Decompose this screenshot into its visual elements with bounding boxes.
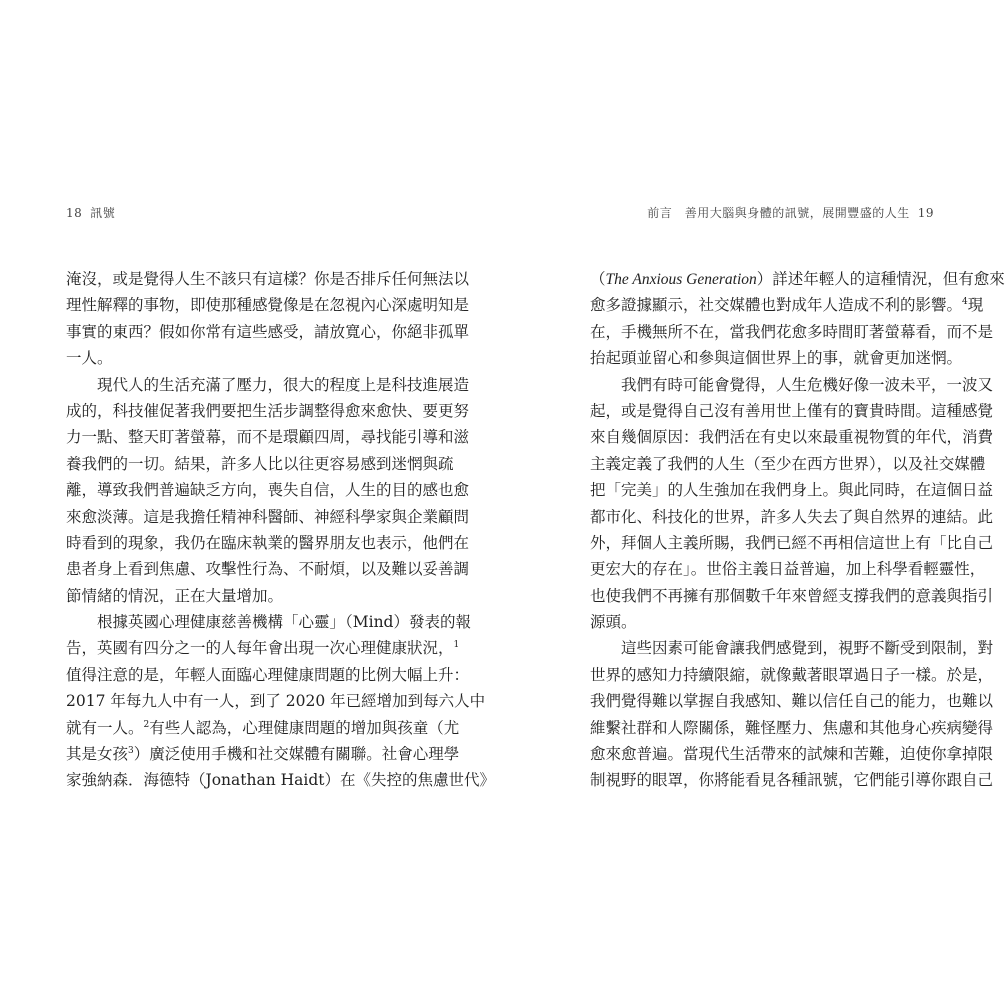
text-segment: The Anxious Generation — [605, 271, 757, 288]
text-segment: 來愈淡薄。這是我擔任精神科醫師、神經科學家與企業顧問 — [66, 507, 470, 526]
text-line — [66, 266, 470, 292]
text-line — [66, 424, 470, 450]
text-segment: 其是女孩 — [66, 745, 129, 764]
text-line — [590, 372, 994, 398]
text-line — [66, 635, 460, 661]
right-body-text — [590, 266, 1005, 794]
text-segment: 離，導致我們普遍缺乏方向，喪失自信，人生的目的感也愈 — [66, 481, 470, 500]
text-line — [66, 741, 460, 767]
text-line — [590, 609, 956, 635]
text-segment: 2017 年每九人中有一人，到了 2020 年已經增加到每六人中 — [66, 692, 486, 711]
text-line — [590, 477, 994, 503]
text-segment: 來自幾個原因：我們活在有史以來最重視物質的年代，消費 — [590, 428, 994, 447]
text-line — [66, 583, 440, 609]
text-line — [590, 451, 986, 477]
left-body-text — [66, 266, 495, 794]
text-segment: 主義定義了我們的人生（至少在西方世界），以及社交媒體 — [590, 454, 986, 473]
text-line — [66, 504, 470, 530]
text-line — [590, 688, 994, 714]
text-segment: 源頭。 — [590, 613, 637, 632]
text-segment: 在，手機無所不在，當我們花愈多時間盯著螢幕看，而不是 — [590, 322, 994, 341]
text-segment: 淹沒，或是覺得人生不該只有這樣？你是否排斥任何無法以 — [66, 270, 470, 288]
text-segment: 患者身上看到焦慮、攻擊性行為、不耐煩，以及難以妥善調 — [66, 560, 470, 579]
text-line — [590, 530, 994, 556]
text-line — [66, 372, 470, 398]
text-segment: 成的，科技催促著我們要把生活步調整得愈來愈快、要更努 — [66, 401, 470, 420]
text-segment: 節情緒的情況，正在大量增加。 — [66, 586, 284, 605]
text-segment: 愈來愈普遍。當現代生活帶來的試煉和苦難，迫使你拿掉限 — [590, 745, 994, 764]
text-line — [66, 398, 470, 424]
right-page-number: 19 — [917, 206, 934, 220]
text-segment: 起，或是覺得自己沒有善用世上僅有的寶貴時間。這種感覺 — [590, 401, 994, 420]
text-segment: 家強納森．海德特（Jonathan Haidt）在《失控的焦慮世代》 — [66, 771, 495, 790]
text-segment: 抬起頭並留心和參與這個世界上的事，就會更加迷惘。 — [590, 349, 963, 368]
text-line — [590, 767, 994, 793]
text-segment: 事實的東西？假如你常有這些感受，請放寬心，你絕非孤單 — [66, 322, 470, 341]
text-segment: 力一點、整天盯著螢幕，而不是環顧四周，尋找能引導和滋 — [66, 428, 470, 447]
text-line — [66, 715, 460, 741]
text-segment: 告，英國有四分之一的人每年會出現一次心理健康狀況， — [66, 639, 454, 658]
text-segment: 現 — [967, 296, 984, 315]
text-segment: 現代人的生活充滿了壓力，很大的程度上是科技進展造 — [97, 375, 470, 394]
text-segment: 值得注意的是，年輕人面臨心理健康問題的比例大幅上升： — [66, 665, 470, 684]
text-segment: 我們有時可能會覺得，人生危機好像一波未平，一波又 — [621, 375, 994, 394]
text-segment: 養我們的一切。結果，許多人比以往更容易感到迷惘與疏 — [66, 454, 454, 473]
text-line — [66, 556, 470, 582]
text-line — [66, 688, 486, 714]
text-segment: 我們覺得難以掌握自我感知、難以信任自己的能力，也難以 — [590, 692, 994, 711]
text-line — [66, 451, 454, 477]
text-segment: 一人。 — [66, 349, 113, 368]
left-page — [0, 0, 500, 1000]
text-line — [590, 292, 984, 318]
text-line — [66, 662, 470, 688]
text-line — [590, 715, 994, 741]
text-line — [590, 583, 994, 609]
text-segment: 更宏大的存在」。世俗主義日益普遍，加上科學看輕靈性， — [590, 560, 986, 579]
footnote-marker[interactable]: 4 — [962, 297, 968, 308]
text-line — [590, 319, 994, 345]
text-segment: 都市化、科技化的世界，許多人失去了與自然界的連結。此 — [590, 507, 994, 526]
text-line — [590, 662, 994, 688]
footnote-marker[interactable]: 2 — [143, 719, 150, 730]
left-page-number: 18 — [66, 206, 83, 220]
text-line — [590, 398, 994, 424]
text-line — [590, 424, 994, 450]
right-running-header — [647, 204, 934, 221]
text-line — [66, 292, 470, 318]
text-line — [66, 767, 495, 793]
text-line — [590, 345, 963, 371]
text-line — [66, 609, 471, 635]
text-segment: 愈多證據顯示，社交媒體也對成年人造成不利的影響。 — [590, 296, 963, 315]
text-line — [590, 266, 1005, 292]
text-segment: ）廣泛使用手機和社交媒體有關聯。社會心理學 — [133, 745, 460, 764]
text-line — [590, 741, 994, 767]
text-segment: 世界的感知力持續限縮，就像戴著眼罩過日子一樣。於是， — [590, 665, 994, 684]
text-segment: 這些因素可能會讓我們感覺到，視野不斷受到限制，對 — [621, 639, 994, 658]
text-segment: 把「完美」的人生強加在我們身上。與此同時，在這個日益 — [590, 481, 994, 500]
text-segment: 外，拜個人主義所賜，我們已經不再相信這世上有「比自己 — [590, 533, 994, 552]
text-segment: 根據英國心理健康慈善機構「心靈」（Mind）發表的報 — [97, 613, 471, 632]
text-line — [66, 477, 470, 503]
footnote-marker[interactable]: 3 — [128, 745, 134, 756]
left-header-title: 訊號 — [90, 206, 116, 220]
text-line — [66, 345, 440, 371]
text-line — [590, 635, 994, 661]
text-segment: 時看到的現象，我仍在臨床執業的醫界朋友也表示，他們在 — [66, 533, 470, 552]
text-segment: 就有一人。 — [66, 718, 144, 737]
text-segment: ）詳述年輕人的這種情況，但有愈來 — [756, 270, 1005, 288]
text-line — [66, 319, 470, 345]
text-segment: （ — [590, 270, 606, 288]
text-line — [590, 556, 986, 582]
text-line — [590, 504, 994, 530]
right-page — [500, 0, 1005, 1000]
text-segment: 有些人認為，心理健康問題的增加與孩童（尤 — [149, 718, 460, 737]
text-segment: 維繫社群和人際關係，難怪壓力、焦慮和其他身心疾病變得 — [590, 718, 994, 737]
text-segment: 也使我們不再擁有那個數千年來曾經支撐我們的意義與指引 — [590, 586, 994, 605]
footnote-marker[interactable]: 1 — [453, 640, 460, 651]
text-line — [66, 530, 470, 556]
text-segment: 制視野的眼罩，你將能看見各種訊號，它們能引導你跟自己 — [590, 771, 994, 790]
right-header-title: 前言 善用大腦與身體的訊號，展開豐盛的人生 — [647, 206, 910, 220]
left-running-header — [66, 204, 115, 221]
text-segment: 理性解釋的事物，即使那種感覺像是在忽視內心深處明知是 — [66, 296, 470, 315]
